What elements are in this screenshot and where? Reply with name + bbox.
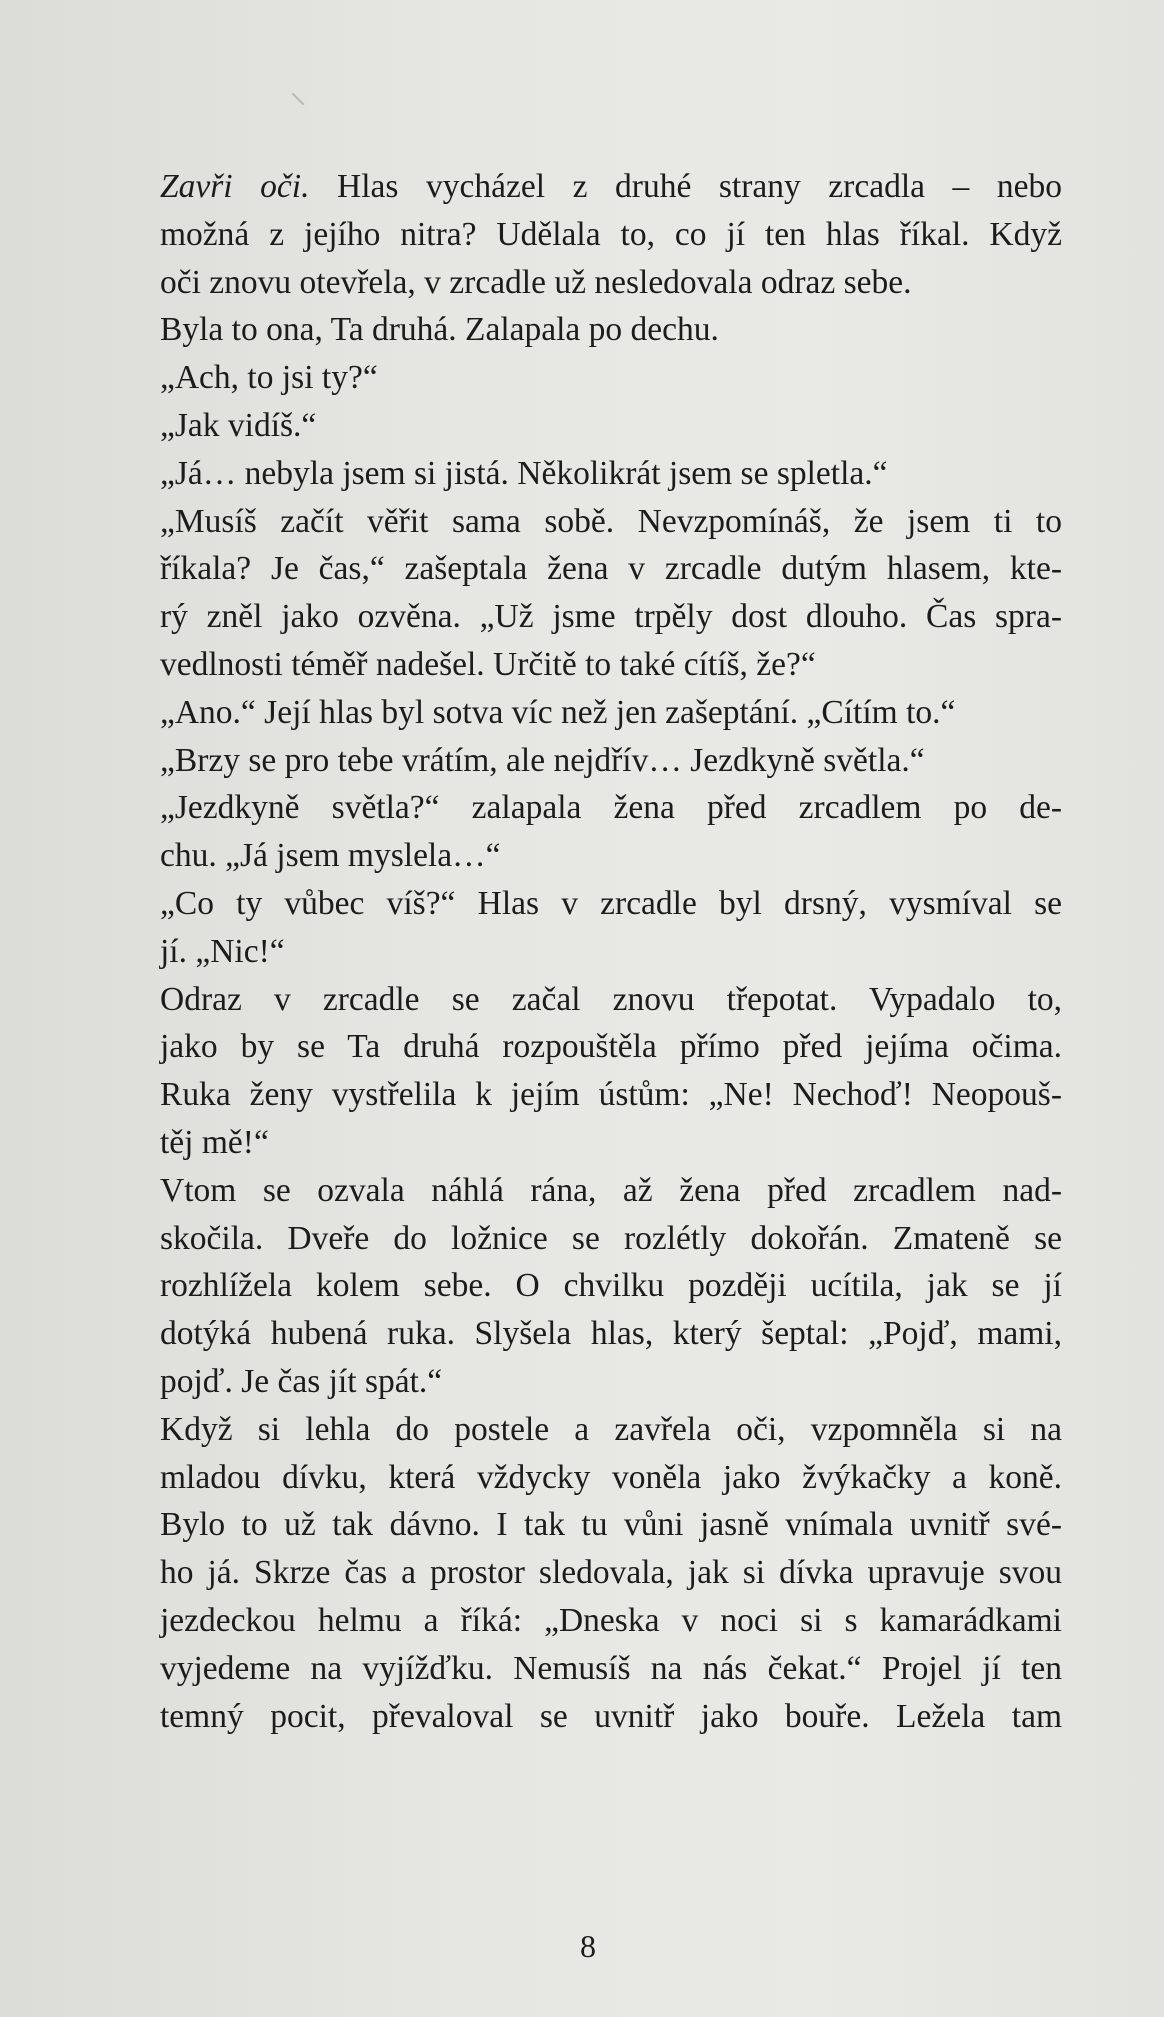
text-lines (160, 211, 1062, 1741)
text-line: vyjedeme na vyjížďku. Nemusíš na nás čekat.“ Projel jí ten (160, 1649, 1062, 1687)
text-line: dotýká hubená ruka. Slyšela hlas, který šeptal: „Pojď, mami, (160, 1315, 1062, 1353)
text-line: „Jezdkyně světla?“ zalapala žena před zrcadlem po de- (160, 789, 1062, 827)
text-line: temný pocit, převaloval se uvnitř jako bouře. Ležela tam (160, 1697, 1062, 1735)
text-line: skočila. Dveře do ložnice se rozlétly dokořán. Zmateně se (160, 1219, 1062, 1257)
text-line: rý zněl jako ozvěna. „Už jsme trpěly dost dlouho. Čas spra- (160, 598, 1062, 636)
text-line: oči znovu otevřela, v zrcadle už nesledovala odraz sebe. (160, 263, 912, 301)
text-line: Vtom se ozvala náhlá rána, až žena před zrcadlem nad- (160, 1171, 1062, 1209)
text-line: „Já… nebyla jsem si jistá. Několikrát jsem se spletla.“ (160, 454, 888, 492)
text-line: jí. „Nic!“ (160, 932, 285, 970)
text-line: říkala? Je čas,“ zašeptala žena v zrcadle dutým hlasem, kte- (160, 550, 1062, 588)
text-line (160, 163, 1062, 211)
text-line: rozhlížela kolem sebe. O chvilku později ucítila, jak se jí (160, 1267, 1062, 1305)
italic-phrase: Zavři oči. (160, 168, 310, 205)
text-line: „Ach, to jsi ty?“ (160, 359, 378, 397)
line-rest: Hlas vycházel z druhé strany zrcadla – nebo (309, 168, 1062, 205)
page-number: 8 (580, 1928, 596, 1964)
text-line: Odraz v zrcadle se začal znovu třepotat. Vypadalo to, (160, 980, 1062, 1018)
text-line: mladou dívku, která vždycky voněla jako žvýkačky a koně. (160, 1458, 1062, 1496)
text-line: vedlnosti téměř nadešel. Určitě to také cítíš, že?“ (160, 645, 816, 683)
text-line: jezdeckou helmu a říká: „Dneska v noci si s kamarádkami (160, 1601, 1062, 1639)
text-line: „Brzy se pro tebe vrátím, ale nejdřív… Jezdkyně světla.“ (160, 741, 925, 779)
text-line: možná z jejího nitra? Udělala to, co jí ten hlas říkal. Když (160, 215, 1062, 253)
text-line: „Musíš začít věřit sama sobě. Nevzpomínáš, že jsem ti to (160, 502, 1062, 540)
text-line: těj mě!“ (160, 1123, 269, 1161)
text-line: „Co ty vůbec víš?“ Hlas v zrcadle byl drsný, vysmíval se (160, 884, 1062, 922)
text-line: Byla to ona, Ta druhá. Zalapala po dechu. (160, 311, 719, 349)
text-line: jako by se Ta druhá rozpouštěla přímo před jejíma očima. (160, 1028, 1062, 1066)
text-line: „Ano.“ Její hlas byl sotva víc než jen zašeptání. „Cítím to.“ (160, 693, 956, 731)
text-line: chu. „Já jsem myslela…“ (160, 837, 501, 875)
text-line: pojď. Je čas jít spát.“ (160, 1362, 443, 1400)
text-line: Ruka ženy vystřelila k jejím ústům: „Ne! Nechoď! Neopouš- (160, 1076, 1062, 1114)
body-text (160, 163, 1062, 1740)
text-line: Bylo to už tak dávno. I tak tu vůni jasně vnímala uvnitř své- (160, 1506, 1062, 1544)
text-line: ho já. Skrze čas a prostor sledovala, jak si dívka upravuje svou (160, 1554, 1062, 1592)
text-line: Když si lehla do postele a zavřela oči, vzpomněla si na (160, 1410, 1062, 1448)
page-corner-mark (292, 93, 305, 106)
text-line: „Jak vidíš.“ (160, 406, 317, 444)
